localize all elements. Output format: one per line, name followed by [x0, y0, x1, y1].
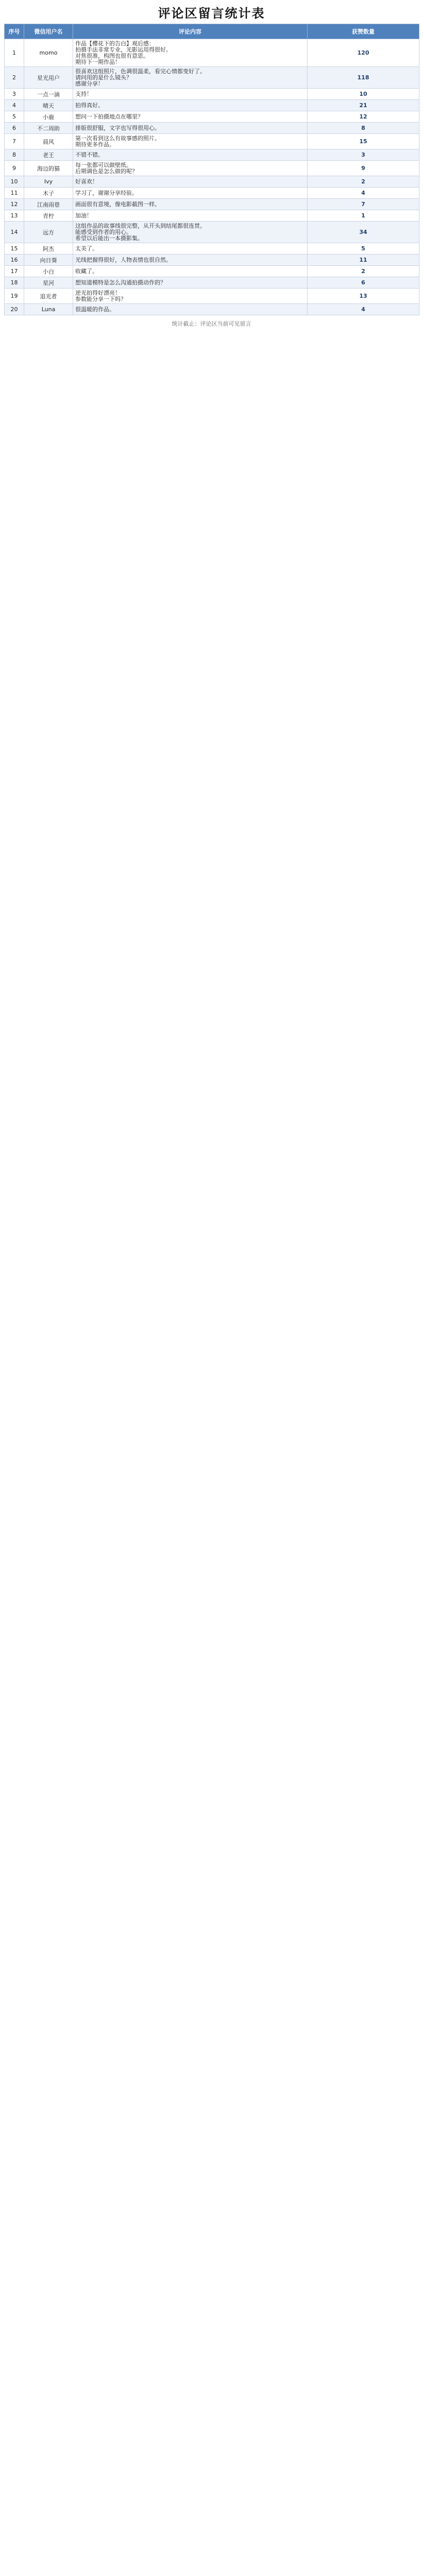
row-likes: 1	[308, 210, 419, 222]
row-number: 6	[5, 123, 24, 134]
content-line: 好喜欢！	[75, 178, 98, 185]
row-number: 19	[5, 289, 24, 304]
table-row	[5, 304, 419, 315]
row-number: 5	[5, 111, 24, 123]
row-likes: 10	[308, 89, 419, 100]
row-number: 20	[5, 304, 24, 315]
header-user: 微信用户名	[24, 24, 73, 39]
table-header-row	[5, 24, 419, 39]
row-content	[73, 304, 308, 315]
row-likes: 120	[308, 39, 419, 67]
row-content	[73, 111, 308, 123]
table-row	[5, 243, 419, 255]
header-no: 序号	[5, 24, 24, 39]
content-line: 学习了，谢谢分享经验。	[75, 190, 138, 196]
row-likes: 9	[308, 161, 419, 176]
header-content: 评论内容	[73, 24, 308, 39]
row-likes: 7	[308, 199, 419, 210]
table-row	[5, 161, 419, 176]
content-line: 希望以后能出一本摄影集。	[75, 235, 143, 242]
row-user: 阿杰	[24, 243, 73, 255]
row-user: Ivy	[24, 176, 73, 188]
row-likes: 2	[308, 266, 419, 277]
row-content	[73, 266, 308, 277]
row-likes: 4	[308, 304, 419, 315]
row-content	[73, 199, 308, 210]
row-content	[73, 222, 308, 243]
row-user: 小鹿	[24, 111, 73, 123]
table-row	[5, 255, 419, 266]
row-number: 14	[5, 222, 24, 243]
row-content	[73, 134, 308, 149]
row-user: 星河	[24, 277, 73, 289]
row-user: 青柠	[24, 210, 73, 222]
content-line: 请问用的是什么镜头？	[75, 74, 132, 81]
row-user: 晨风	[24, 134, 73, 149]
row-likes: 12	[308, 111, 419, 123]
row-user: 追光者	[24, 289, 73, 304]
content-line: 不错不错。	[75, 151, 104, 158]
table-row	[5, 188, 419, 199]
row-user: Luna	[24, 304, 73, 315]
table-row	[5, 134, 419, 149]
content-line: 加油！	[75, 212, 92, 219]
content-line: 画面很有意境，像电影截图一样。	[75, 201, 160, 208]
row-likes: 5	[308, 243, 419, 255]
row-content	[73, 89, 308, 100]
table-row	[5, 111, 419, 123]
content-line: 拍摄手法非常专业，光影运用得很好。	[75, 46, 172, 53]
row-content	[73, 176, 308, 188]
row-content	[73, 149, 308, 161]
row-user: 一点一滴	[24, 89, 73, 100]
row-likes: 118	[308, 67, 419, 89]
row-content	[73, 100, 308, 111]
row-user: 老王	[24, 149, 73, 161]
table-footer: 统计截止：评论区当前可见留言	[172, 320, 251, 327]
row-content	[73, 188, 308, 199]
row-content	[73, 161, 308, 176]
row-user: 江南雨巷	[24, 199, 73, 210]
row-content	[73, 277, 308, 289]
table-row	[5, 289, 419, 304]
table-row	[5, 266, 419, 277]
content-line: 太美了。	[75, 245, 98, 252]
row-likes: 11	[308, 255, 419, 266]
row-content	[73, 210, 308, 222]
content-line: 想知道模特是怎么沟通拍摄动作的？	[75, 279, 166, 286]
row-user: 向日葵	[24, 255, 73, 266]
content-line: 第一次看到这么有故事感的照片。	[75, 135, 160, 142]
row-content	[73, 243, 308, 255]
table-row	[5, 176, 419, 188]
row-number: 1	[5, 39, 24, 67]
content-line: 能感受到作者的用心。	[75, 229, 132, 235]
table-row	[5, 210, 419, 222]
content-line: 支持！	[75, 91, 92, 97]
row-number: 9	[5, 161, 24, 176]
row-content	[73, 255, 308, 266]
table-row	[5, 89, 419, 100]
table-row	[5, 277, 419, 289]
content-line: 对焦很准，构图也很有意思。	[75, 53, 149, 59]
row-user: 晴天	[24, 100, 73, 111]
row-number: 4	[5, 100, 24, 111]
row-content	[73, 289, 308, 304]
row-likes: 8	[308, 123, 419, 134]
content-line: 后期调色是怎么做的呢？	[75, 168, 138, 175]
row-likes: 3	[308, 149, 419, 161]
content-line: 很喜欢这组照片，色调很温柔，看完心情都变好了。	[75, 68, 206, 75]
content-line: 参数能分享一下吗？	[75, 296, 126, 302]
row-content	[73, 67, 308, 89]
row-content	[73, 123, 308, 134]
row-likes: 21	[308, 100, 419, 111]
content-line: 期待更多作品。	[75, 141, 115, 148]
content-line: 很温暖的作品。	[75, 306, 115, 313]
header-likes: 获赞数量	[308, 24, 419, 39]
row-number: 3	[5, 89, 24, 100]
table-row	[5, 67, 419, 89]
content-line: 每一张都可以做壁纸。	[75, 162, 132, 168]
content-line: 想问一下拍摄地点在哪里？	[75, 113, 143, 120]
row-number: 10	[5, 176, 24, 188]
row-number: 15	[5, 243, 24, 255]
row-number: 2	[5, 67, 24, 89]
content-line: 作品【樱花下的告白】观后感：	[75, 40, 155, 47]
row-likes: 13	[308, 289, 419, 304]
row-likes: 34	[308, 222, 419, 243]
row-number: 12	[5, 199, 24, 210]
row-number: 13	[5, 210, 24, 222]
content-line: 期待下一期作品！	[75, 59, 121, 65]
row-user: 不二周助	[24, 123, 73, 134]
table-row	[5, 222, 419, 243]
row-number: 18	[5, 277, 24, 289]
table-row	[5, 39, 419, 67]
row-content	[73, 39, 308, 67]
content-line: 这组作品的故事线很完整，从开头到结尾都很连贯。	[75, 223, 206, 229]
table-row	[5, 149, 419, 161]
row-number: 8	[5, 149, 24, 161]
content-line: 感谢分享！	[75, 80, 104, 87]
table-body	[5, 39, 419, 315]
table-row	[5, 123, 419, 134]
page-title: 评论区留言统计表	[158, 6, 265, 21]
row-likes: 15	[308, 134, 419, 149]
row-user: 木子	[24, 188, 73, 199]
row-likes: 6	[308, 277, 419, 289]
content-line: 拍得真好。	[75, 102, 104, 109]
row-number: 17	[5, 266, 24, 277]
row-number: 7	[5, 134, 24, 149]
row-user: 小白	[24, 266, 73, 277]
content-line: 逆光拍得好漂亮！	[75, 290, 121, 296]
row-user: momo	[24, 39, 73, 67]
comment-stats-table	[4, 24, 419, 315]
row-user: 海边的猫	[24, 161, 73, 176]
content-line: 收藏了。	[75, 268, 98, 275]
row-likes: 2	[308, 176, 419, 188]
row-user: 星光用户	[24, 67, 73, 89]
row-number: 11	[5, 188, 24, 199]
table-row	[5, 199, 419, 210]
row-likes: 4	[308, 188, 419, 199]
row-user: 远方	[24, 222, 73, 243]
content-line: 光线把握得很好，人物表情也很自然。	[75, 257, 172, 263]
row-number: 16	[5, 255, 24, 266]
content-line: 排版很舒服，文字也写得很用心。	[75, 125, 160, 131]
table-row	[5, 100, 419, 111]
